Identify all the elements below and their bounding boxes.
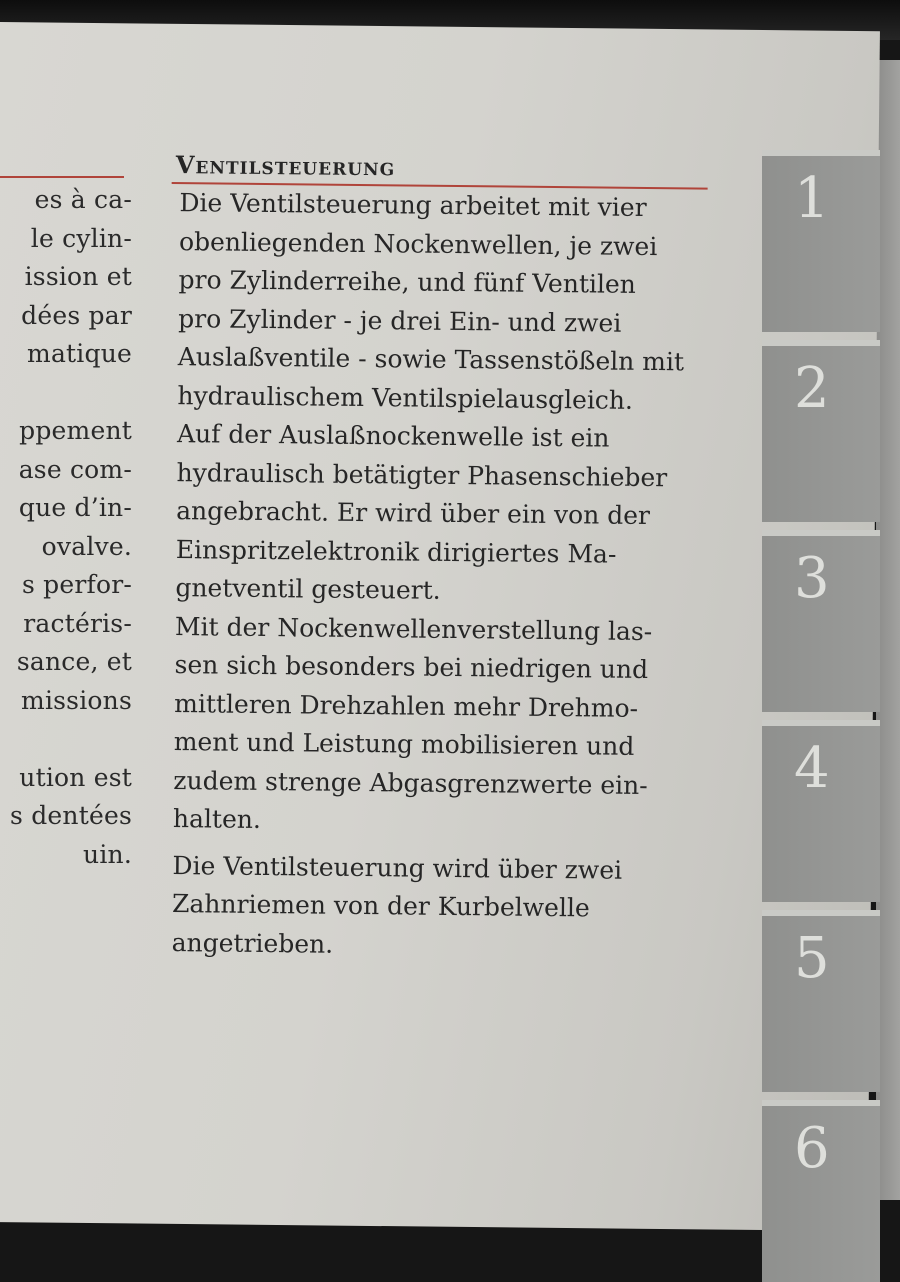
text-line: Die Ventilsteuerung arbeitet mit vier [179,188,647,222]
chapter-tab-number: 1 [794,166,830,231]
left-column-line: s perfor- [21,570,132,599]
chapter-tab-number: 2 [794,356,830,421]
left-column-line: le cylin- [30,223,132,253]
section-title: Ventilsteuerung [175,150,396,182]
left-column-line: que d’in- [18,493,132,522]
chapter-tab-number: 5 [794,926,830,991]
left-column-line: matique [27,339,132,368]
left-column-line: ase com- [18,454,132,484]
chapter-tab-4[interactable] [762,720,880,902]
left-column-line: dées par [21,300,132,330]
left-column-line: uin. [83,839,132,869]
text-line: zudem strenge Abgasgrenzwerte ein- [173,765,648,800]
text-line: mittleren Drehzahlen mehr Drehmo- [174,688,639,723]
text-line: pro Zylinderreihe, und fünf Ventilen [178,265,636,299]
left-column-line: missions [21,685,132,715]
chapter-tab-number: 6 [794,1116,830,1181]
left-column-line: s dentées [10,801,132,830]
paragraph [165,607,727,844]
left-column-line: ution est [19,762,132,792]
left-column-line: ppement [19,416,132,445]
paragraph [167,415,729,613]
main-column [163,150,731,968]
left-column-line: ission et [24,262,132,291]
chapter-tab-6[interactable] [762,1100,880,1282]
text-line: Auf der Auslaßnockenwelle ist ein [176,419,610,453]
body-text [163,184,731,968]
text-line: gnetventil gesteuert. [175,573,441,605]
text-line: angetrieben. [171,927,334,959]
left-column-line: ovalve. [41,531,132,561]
text-line: hydraulisch betätigter Phasenschieber [176,457,668,492]
chapter-tab-number: 3 [794,546,830,611]
text-line: pro Zylinder - je drei Ein- und zwei [178,303,622,338]
text-line: sen sich besonders bei niedrigen und [174,650,649,685]
left-column-line: ractéris- [23,608,132,638]
text-line: Auslaßventile - sowie Tassenstößeln mit [177,342,685,377]
text-line: hydraulischem Ventilspielausgleich. [177,380,634,415]
chapter-tab-2[interactable] [762,340,880,522]
text-line: Die Ventilsteuerung wird über zwei [172,850,623,885]
text-line: angebracht. Er wird über ein von der [176,496,651,531]
chapter-tabs [762,150,880,1200]
paragraph [169,184,731,421]
paragraph [163,846,724,967]
text-line: ment und Leistung mobilisieren und [173,727,635,761]
text-line: Mit der Nockenwellenverstellung las- [174,611,653,646]
chapter-tab-3[interactable] [762,530,880,712]
text-line: obenliegenden Nockenwellen, je zwei [178,226,658,261]
left-column-text [0,155,140,955]
left-column-line: es à ca- [34,185,132,214]
text-line: halten. [172,804,262,834]
text-line: Einspritzelektronik dirigiertes Ma- [175,534,617,569]
chapter-tab-1[interactable] [762,150,880,332]
left-column-line: sance, et [16,647,132,676]
text-line: Zahnriemen von der Kurbelwelle [171,889,590,923]
chapter-tab-number: 4 [794,736,830,801]
chapter-tab-5[interactable] [762,910,880,1092]
